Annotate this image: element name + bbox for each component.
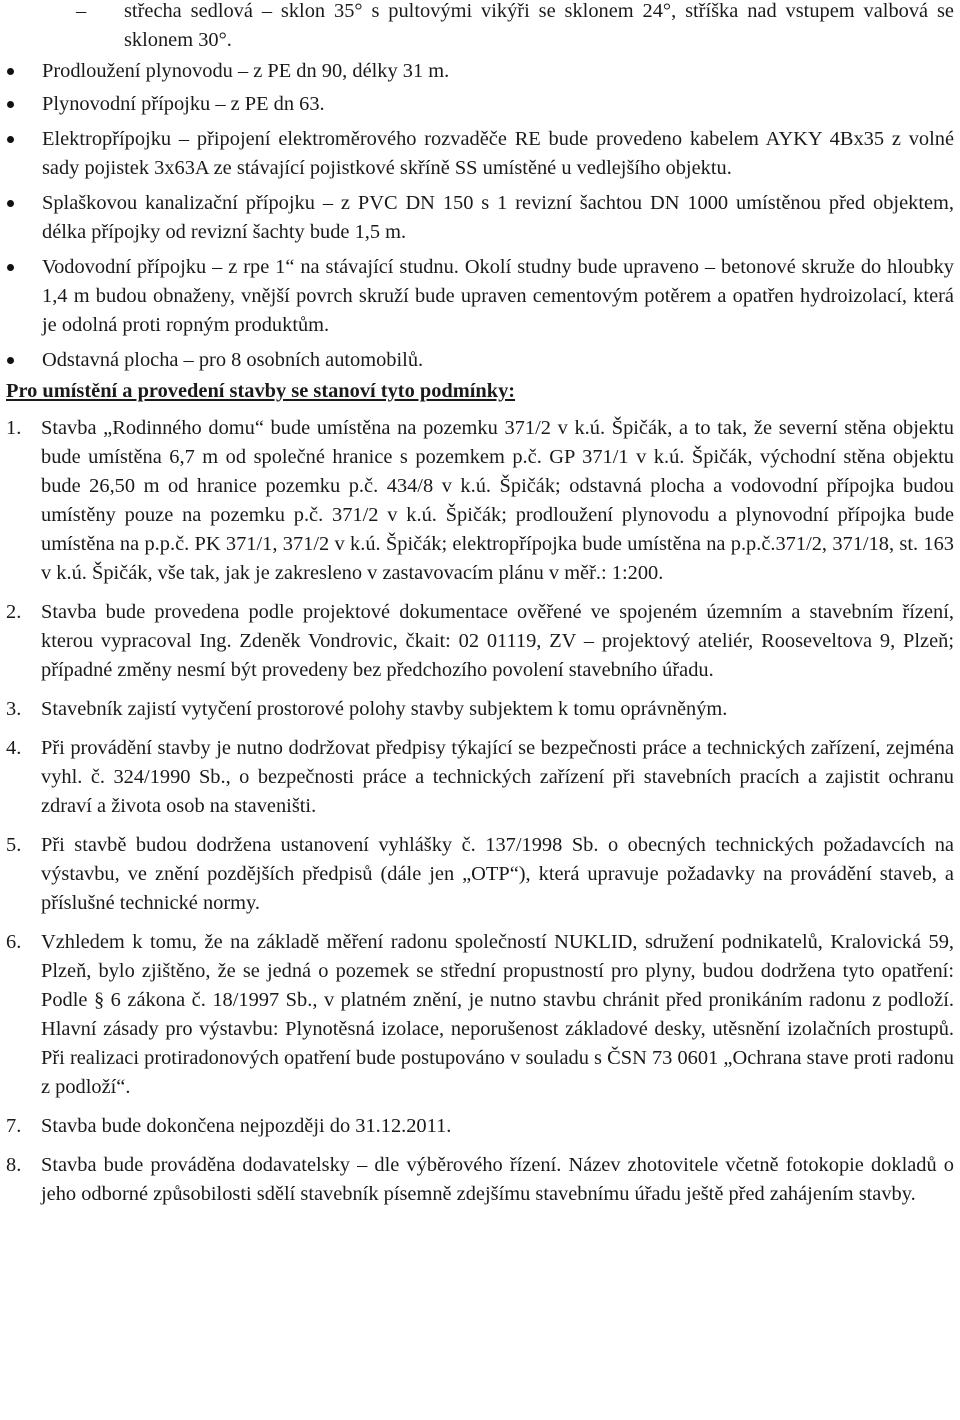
condition-item bbox=[6, 928, 954, 1102]
condition-item bbox=[6, 695, 954, 724]
bullet-text: Odstavná plocha – pro 8 osobních automobilů. bbox=[42, 349, 424, 371]
condition-number: 8. bbox=[6, 1154, 22, 1176]
condition-item bbox=[6, 1151, 954, 1209]
bullet-icon bbox=[6, 346, 42, 364]
dash-list-item bbox=[6, 0, 954, 55]
condition-text: Při stavbě budou dodržena ustanovení vyhlášky č. 137/1998 Sb. o obecných technických požadavcích na výstavbu, ve znění pozdějších předpisů (dále jen „OTP“), která upravuje požadavky na provádění staveb, a příslušné technické normy. bbox=[41, 834, 954, 914]
bullet-icon bbox=[6, 125, 42, 143]
condition-number: 6. bbox=[6, 931, 22, 953]
condition-text: Stavba bude prováděna dodavatelsky – dle výběrového řízení. Název zhotovitele včetně fotokopie dokladů o jeho odborné způsobilosti sdělí stavebník písemně zdejšímu stavebnímu úřadu ještě před zahájením stavby. bbox=[41, 1154, 954, 1205]
condition-item bbox=[6, 1112, 954, 1141]
condition-number: 3. bbox=[6, 698, 22, 720]
conditions-heading: Pro umístění a provedení stavby se stanoví tyto podmínky: bbox=[6, 380, 516, 402]
condition-text: Stavebník zajistí vytyčení prostorové polohy stavby subjektem k tomu oprávněným. bbox=[41, 698, 728, 720]
bullet-text: Splaškovou kanalizační přípojku – z PVC DN 150 s 1 revizní šachtou DN 1000 umístěnou před objektem, délka přípojky od revizní šachty bude 1,5 m. bbox=[42, 192, 954, 243]
bullet-item bbox=[6, 253, 954, 340]
condition-number: 4. bbox=[6, 737, 22, 759]
condition-text: Stavba „Rodinného domu“ bude umístěna na pozemku 371/2 v k.ú. Špičák, a to tak, že severní stěna objektu bude umístěna 6,7 m od společné hranice s pozemkem p.č. GP 371/1 v k.ú. Špičák, východní stěna objektu bude 26,50 m od hranice pozemku p.č. 434/8 v k.ú. Špičák; odstavná plocha a vodovodní přípojka budou umístěny pouze na pozemku p.č. 371/2 v k.ú. Špičák; prodloužení plynovodu a plynovodní přípojka bude umístěna na p.p.č. PK 371/1, 371/2 v k.ú. Špičák; elektropřípojka bude umístěna na p.p.č.371/2, 371/18, st. 163 v k.ú. Špičák, vše tak, jak je zakresleno v zastavovacím plánu v měř.: 1:200. bbox=[41, 417, 954, 584]
bullet-icon bbox=[6, 253, 42, 271]
dash-marker: – bbox=[76, 0, 87, 22]
condition-text: Stavba bude provedena podle projektové dokumentace ověřené ve spojeném územním a stavebním řízení, kterou vypracoval Ing. Zdeněk Vondrovic, čkait: 02 01119, ZV – projektový ateliér, Rooseveltova 9, Plzeň; případné změny nesmí být provedeny bez předchozího povolení stavebního úřadu. bbox=[41, 601, 954, 681]
condition-number: 5. bbox=[6, 834, 22, 856]
condition-text: Stavba bude dokončena nejpozději do 31.12.2011. bbox=[41, 1115, 452, 1137]
bullet-icon bbox=[6, 90, 42, 108]
bullet-item bbox=[6, 57, 954, 86]
condition-number: 7. bbox=[6, 1115, 22, 1137]
condition-text: Vzhledem k tomu, že na základě měření radonu společností NUKLID, sdružení podnikatelů, Kralovická 59, Plzeň, bylo zjištěno, že se jedná o pozemek se střední propustností pro plyny, budou dodržena tyto opatření: Podle § 6 zákona č. 18/1997 Sb., v platném znění, je nutno stavbu chránit před pronikáním radonu z podloží. Hlavní zásady pro výstavbu: Plynotěsná izolace, neporušenost základové desky, utěsnění izolačních prostupů. Při realizaci protiradonových opatření bude postupováno v souladu s ČSN 73 0601 „Ochrana stave proti radonu z podloží“. bbox=[41, 931, 954, 1098]
bullet-text: Plynovodní přípojku – z PE dn 63. bbox=[42, 93, 325, 115]
bullet-text: Vodovodní přípojku – z rpe 1“ na stávající studnu. Okolí studny bude upraveno – betonové skruže do hloubky 1,4 m budou obnaženy, vnější povrch skruží bude upraven cementovým potěrem a opatřen hydroizolací, která je odolná proti ropným produktům. bbox=[42, 256, 954, 336]
condition-item bbox=[6, 734, 954, 821]
dash-item-text: střecha sedlová – sklon 35° s pultovými vikýři se sklonem 24°, stříška nad vstupem valbová se sklonem 30°. bbox=[124, 0, 954, 51]
bullet-item bbox=[6, 346, 954, 375]
bullet-icon bbox=[6, 189, 42, 207]
condition-number: 2. bbox=[6, 601, 22, 623]
bullet-text: Elektropřípojku – připojení elektroměrového rozvaděče RE bude provedeno kabelem AYKY 4Bx35 z volné sady pojistek 3x63A ze stávající pojistkové skříně SS umístěné u vedlejšího objektu. bbox=[42, 128, 954, 179]
condition-number: 1. bbox=[6, 417, 22, 439]
condition-item bbox=[6, 598, 954, 685]
bullet-item bbox=[6, 90, 954, 119]
condition-text: Při provádění stavby je nutno dodržovat předpisy týkající se bezpečnosti práce a technických zařízení, zejména vyhl. č. 324/1990 Sb., o bezpečnosti práce a technických zařízení při stavebních pracích a zajistit ochranu zdraví a života osob na staveništi. bbox=[41, 737, 954, 817]
bullet-text: Prodloužení plynovodu – z PE dn 90, délky 31 m. bbox=[42, 60, 450, 82]
condition-item bbox=[6, 831, 954, 918]
bullet-item bbox=[6, 125, 954, 183]
bullet-icon bbox=[6, 57, 42, 75]
bullet-item bbox=[6, 189, 954, 247]
condition-item bbox=[6, 414, 954, 588]
